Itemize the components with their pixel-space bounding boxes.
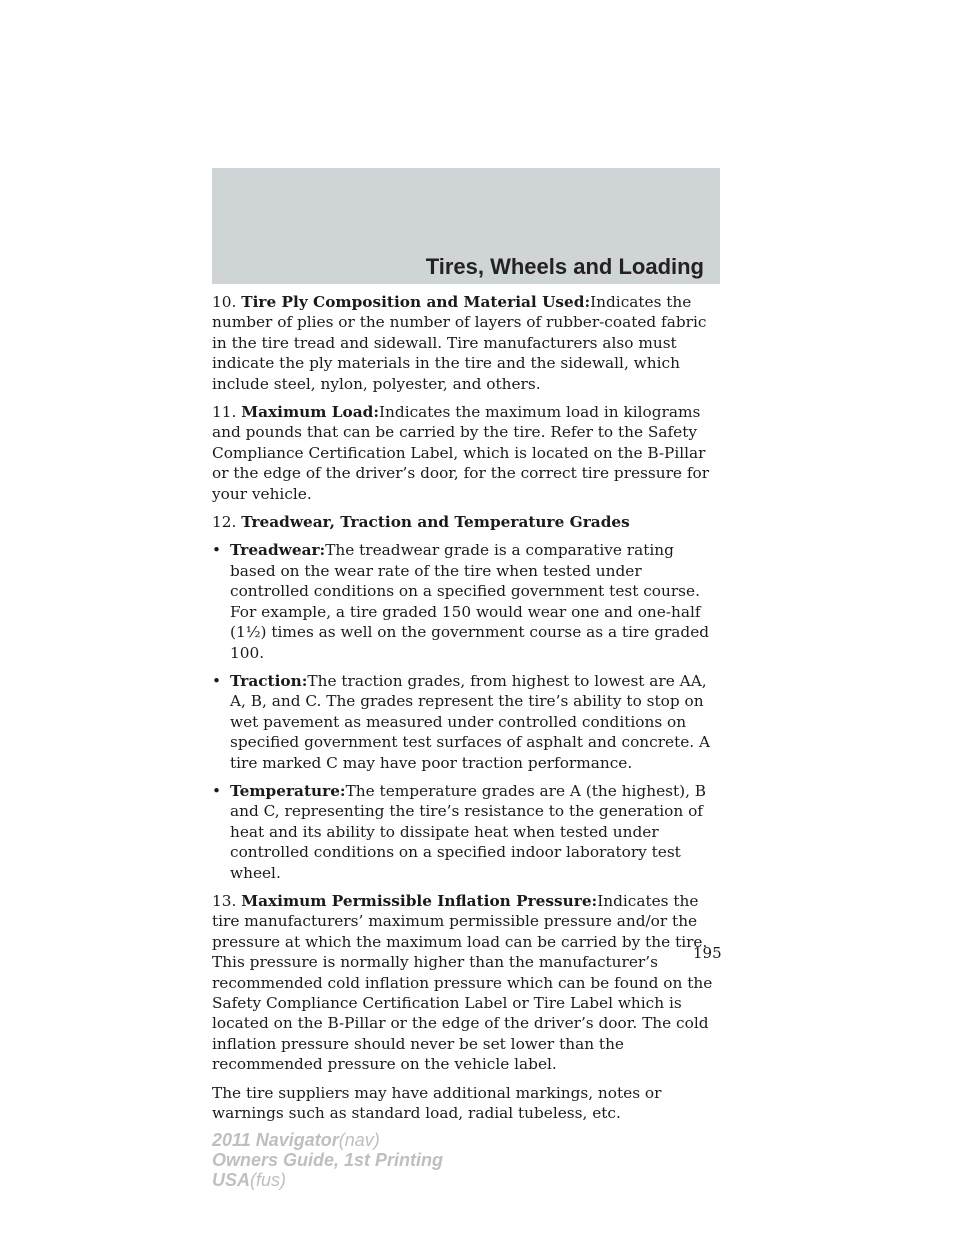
item-heading: Treadwear, Traction and Temperature Grades: [241, 513, 630, 532]
item-heading: Maximum Load:: [241, 403, 380, 422]
footer-model: 2011 Navigator: [212, 1130, 339, 1150]
item-11: [212, 402, 722, 504]
closing-paragraph: The tire suppliers may have additional markings, notes or warnings such as standard load, radial tubeless, etc.: [212, 1083, 662, 1123]
bullet-heading: Temperature:: [230, 781, 346, 800]
bullet-dot: •: [212, 541, 222, 560]
bullet-text: The treadwear grade is a comparative rating based on the wear rate of the tire when tested under controlled conditions on a specified government test course. For example, a tire graded 150 would wear one and one-half (1½) times as well on the government course as a tire graded 100.: [230, 541, 710, 662]
item-number: 13.: [212, 891, 237, 910]
item-10: [212, 292, 722, 394]
bullet-heading: Traction:: [230, 671, 308, 690]
item-13: [212, 891, 722, 1075]
item-heading: Maximum Permissible Inflation Pressure:: [241, 891, 598, 910]
bullet-text: The temperature grades are A (the highest), B and C, representing the tire’s resistance to the generation of heat and its ability to dissipate heat when tested under controlled conditions on a specified indoor laboratory test wheel.: [230, 781, 707, 882]
item-number: 10.: [212, 293, 237, 311]
bullet-treadwear: [212, 540, 722, 662]
item-12: [212, 512, 722, 532]
footer-line-3: [212, 1170, 443, 1190]
footer-market-code: (fus): [250, 1170, 287, 1190]
item-number: 11.: [212, 403, 237, 422]
bullet-dot: •: [212, 671, 222, 690]
item-text: Indicates the tire manufacturers’ maximum permissible pressure and/or the pressure at which the maximum load can be carried by the tire. This pressure is normally higher than the manufacturer’s recommended cold inflation pressure which can be found on the Safety Compliance Certification Label or Tire Label which is located on the B-Pillar or the edge of the driver’s door. The cold inflation pressure should never be set lower than the recommended pressure on the vehicle label.: [212, 891, 713, 1074]
footer: [212, 1130, 443, 1190]
item-text: Indicates the maximum load in kilograms and pounds that can be carried by the tire. Refer to the Safety Compliance Certification Label, which is located on the B-Pillar or the edge of the driver’s door, for the correct tire pressure for your vehicle.: [212, 403, 710, 503]
bullet-heading: Treadwear:: [230, 541, 326, 560]
footer-model-code: (nav): [338, 1130, 380, 1150]
footer-line-1: [212, 1130, 443, 1150]
footer-market: USA: [212, 1170, 251, 1190]
footer-line-2: Owners Guide, 1st Printing: [212, 1150, 444, 1170]
item-text: Indicates the number of plies or the number of layers of rubber-coated fabric in the tire tread and sidewall. Tire manufacturers also must indicate the ply materials in the tire and the sidewall, which include steel, nylon, polyester, and others.: [212, 293, 707, 393]
bullet-dot: •: [212, 781, 222, 800]
section-title: Tires, Wheels and Loading: [425, 254, 704, 279]
bullet-text: The traction grades, from highest to lowest are AA, A, B, and C. The grades represent the tire’s ability to stop on wet pavement as measured under controlled conditions on specified government test surfaces of asphalt and concrete. A tire marked C may have poor traction performance.: [230, 671, 711, 772]
bullet-traction: [212, 671, 722, 773]
item-number: 12.: [212, 513, 237, 532]
page-number: 195: [693, 944, 722, 962]
bullet-temperature: [212, 781, 722, 883]
page-body: [212, 292, 722, 1131]
item-heading: Tire Ply Composition and Material Used:: [241, 293, 591, 311]
section-header-band: [212, 168, 720, 284]
